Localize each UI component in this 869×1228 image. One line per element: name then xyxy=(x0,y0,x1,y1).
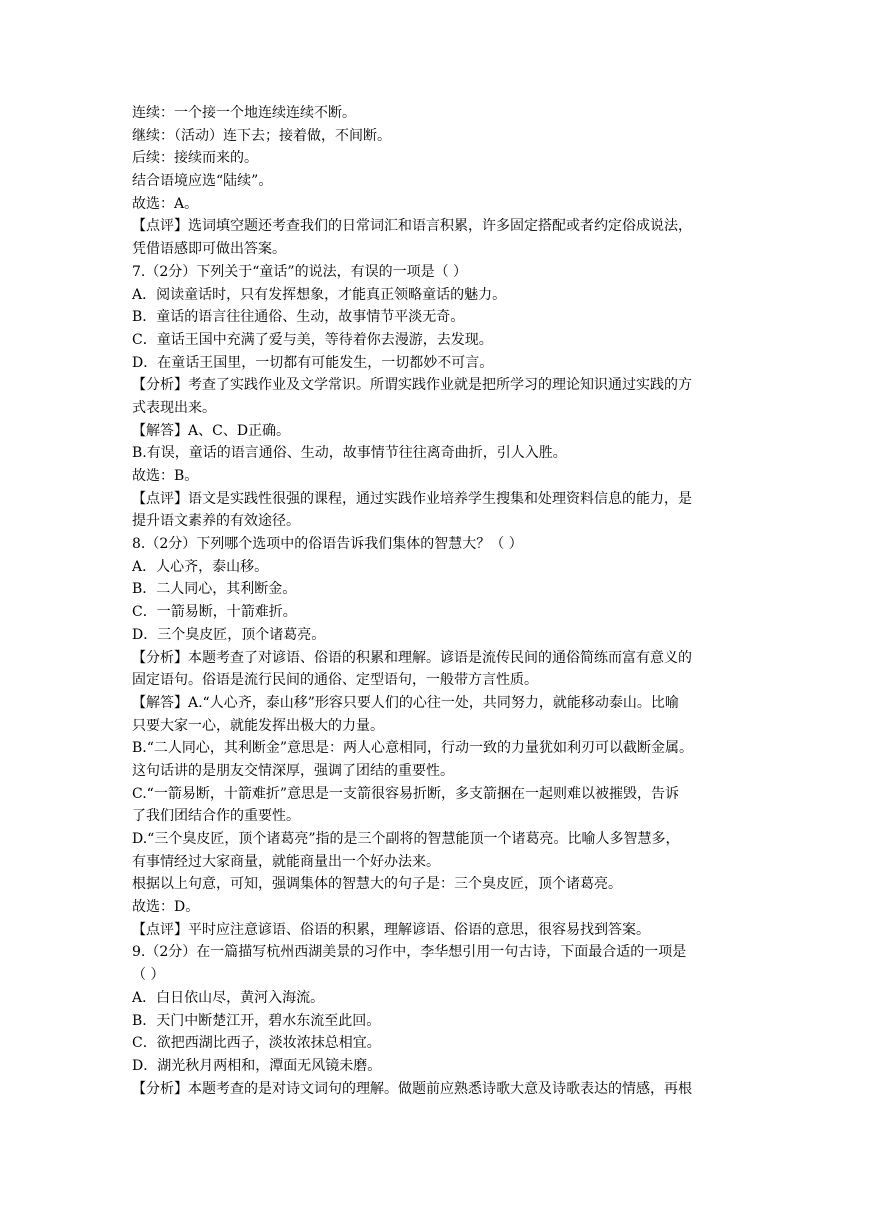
text-line: 有事情经过大家商量，就能商量出一个好办法来。 xyxy=(132,853,440,870)
text-line: 【点评】平时应注意谚语、俗语的积累，理解谚语、俗语的意思，很容易找到答案。 xyxy=(132,921,650,938)
text-line: 继续：（活动）连下去；接着做，不间断。 xyxy=(132,127,391,144)
text-line: 9.（2分）在一篇描写杭州西湖美景的习作中，李华想引用一句古诗，下面最合适的一项是 xyxy=(132,944,687,961)
text-line: D．三个臭皮匠，顶个诸葛亮。 xyxy=(132,626,326,643)
text-line: A．人心齐，泰山移。 xyxy=(132,558,269,575)
text-line: B．天门中断楚江开，碧水东流至此回。 xyxy=(132,1012,381,1029)
text-line: 【分析】本题考查的是对诗文词句的理解。做题前应熟悉诗歌大意及诗歌表达的情感，再根 xyxy=(132,1080,692,1097)
text-line: 结合语境应选“陆续”。 xyxy=(132,173,273,190)
text-line: B．童话的语言往往通俗、生动，故事情节平淡无奇。 xyxy=(132,309,465,326)
text-line: 【解答】A.“人心齐，泰山移”形容只要人们的心往一处，共同努力，就能移动泰山。比喻 xyxy=(132,694,679,711)
text-line: C.“一箭易断，十箭难折”意思是一支箭很容易折断，多支箭捆在一起则难以被摧毁，告诉 xyxy=(132,785,679,802)
text-line: 【分析】本题考查了对谚语、俗语的积累和理解。谚语是流传民间的通俗简练而富有意义的 xyxy=(132,649,692,666)
document-page xyxy=(132,102,740,1100)
text-line: 连续：一个接一个地连续连续不断。 xyxy=(132,105,356,121)
text-line: 这句话讲的是朋友交情深厚，强调了团结的重要性。 xyxy=(132,762,454,779)
text-line: （ ） xyxy=(132,967,165,984)
text-line: 提升语文素养的有效途径。 xyxy=(132,513,300,530)
text-line: C．一箭易断，十箭难折。 xyxy=(132,604,297,621)
text-line: 固定语句。俗语是流行民间的通俗、定型语句，一般带方言性质。 xyxy=(132,672,538,689)
text-line: 故选：A。 xyxy=(132,195,199,212)
text-line: 【点评】语文是实践性很强的课程，通过实践作业培养学生搜集和处理资料信息的能力，是 xyxy=(132,490,692,507)
text-line: C．童话王国中充满了爱与美，等待着你去漫游，去发现。 xyxy=(132,331,493,348)
text-line: 后续：接续而来的。 xyxy=(132,150,258,167)
text-line: 【解答】A、C、D正确。 xyxy=(132,422,291,439)
text-line: D.“三个臭皮匠，顶个诸葛亮”指的是三个副将的智慧能顶一个诸葛亮。比喻人多智慧多， xyxy=(132,831,680,847)
text-line: 7.（2分）下列关于“童话”的说法，有误的一项是（ ） xyxy=(132,263,468,280)
text-line: 凭借语感即可做出答案。 xyxy=(132,241,286,258)
text-line: 【分析】考查了实践作业及文学常识。所谓实践作业就是把所学习的理论知识通过实践的方 xyxy=(132,377,692,394)
text-line: B．二人同心，其利断金。 xyxy=(132,581,297,598)
text-line: 只要大家一心，就能发挥出极大的力量。 xyxy=(132,717,384,734)
text-line: 8.（2分）下列哪个选项中的俗语告诉我们集体的智慧大？（ ） xyxy=(132,536,523,553)
text-line: B.有误，童话的语言通俗、生动，故事情节往往离奇曲折，引人入胜。 xyxy=(132,445,567,462)
text-line: 故选：D。 xyxy=(132,899,200,916)
text-line: 故选：B。 xyxy=(132,468,199,484)
text-line: A．阅读童话时，只有发挥想象，才能真正领略童话的魅力。 xyxy=(132,286,507,303)
text-line: A．白日依山尽，黄河入海流。 xyxy=(132,989,325,1006)
text-line: 【点评】选词填空题还考查我们的日常词汇和语言积累，许多固定搭配或者约定俗成说法， xyxy=(132,218,692,235)
text-line: 式表现出来。 xyxy=(132,399,216,416)
text-line: 根据以上句意，可知，强调集体的智慧大的句子是：三个臭皮匠，顶个诸葛亮。 xyxy=(132,876,622,893)
text-line: D．在童话王国里，一切都有可能发生，一切都妙不可言。 xyxy=(132,354,494,371)
text-line: D．湖光秋月两相和，潭面无风镜未磨。 xyxy=(132,1057,382,1074)
text-line: B.“二人同心，其利断金”意思是：两人心意相同，行动一致的力量犹如利刃可以截断金属。 xyxy=(132,740,694,757)
text-line: C．欲把西湖比西子，淡妆浓抹总相宜。 xyxy=(132,1035,381,1052)
text-line: 了我们团结合作的重要性。 xyxy=(132,808,300,825)
